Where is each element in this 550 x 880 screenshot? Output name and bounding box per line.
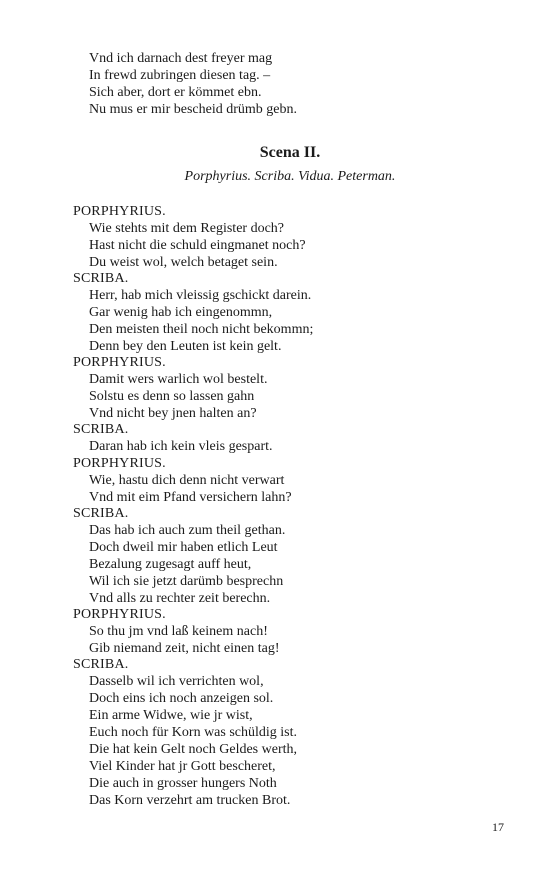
verse-line: Die auch in grosser hungers Noth <box>89 776 277 791</box>
speaker-name: SCRIBA. <box>73 422 129 437</box>
verse-line: Vnd nicht bey jnen halten an? <box>89 406 257 421</box>
verse-line: Herr, hab mich vleissig gschickt darein. <box>89 288 312 303</box>
verse-line: Vnd mit eim Pfand versichern lahn? <box>89 490 292 505</box>
verse-line: Euch noch für Korn was schüldig ist. <box>89 725 298 740</box>
verse-line: Gar wenig hab ich eingenommn, <box>89 305 273 320</box>
verse-line: Vnd ich darnach dest freyer mag <box>89 51 273 66</box>
verse-line: Sich aber, dort er kömmet ebn. <box>89 85 262 100</box>
verse-line: Wie, hastu dich denn nicht verwart <box>89 473 285 488</box>
scene-title: Scena II. <box>259 144 321 161</box>
verse-line: Dasselb wil ich verrichten wol, <box>89 674 264 689</box>
verse-line: Die hat kein Gelt noch Geldes werth, <box>89 742 297 757</box>
verse-line: Wie stehts mit dem Register doch? <box>89 221 285 236</box>
verse-line: Wil ich sie jetzt darümb besprechn <box>89 574 284 589</box>
verse-line: Vnd alls zu rechter zeit berechn. <box>89 591 271 606</box>
verse-line: Solstu es denn so lassen gahn <box>89 389 255 404</box>
verse-line: So thu jm vnd laß keinem nach! <box>89 624 268 639</box>
verse-line: Ein arme Widwe, wie jr wist, <box>89 708 253 723</box>
verse-line: Hast nicht die schuld eingmanet noch? <box>89 238 306 253</box>
verse-line: Du weist wol, welch betaget sein. <box>89 255 278 270</box>
verse-line: Bezalung zugesagt auff heut, <box>89 557 252 572</box>
speaker-name: SCRIBA. <box>73 506 129 521</box>
page-number: 17 <box>492 820 504 834</box>
scene-persons: Porphyrius. Scriba. Vidua. Peterman. <box>184 169 396 184</box>
verse-line: Denn bey den Leuten ist kein gelt. <box>89 339 282 354</box>
speaker-name: PORPHYRIUS. <box>73 204 166 219</box>
speaker-name: PORPHYRIUS. <box>73 456 166 471</box>
verse-line: Doch eins ich noch anzeigen sol. <box>89 691 274 706</box>
verse-line: Nu mus er mir bescheid drümb gebn. <box>89 102 298 117</box>
speaker-name: PORPHYRIUS. <box>73 607 166 622</box>
verse-line: Das hab ich auch zum theil gethan. <box>89 523 286 538</box>
verse-line: Den meisten theil noch nicht bekommn; <box>89 322 314 337</box>
speaker-name: PORPHYRIUS. <box>73 355 166 370</box>
verse-line: Viel Kinder hat jr Gott bescheret, <box>89 759 276 774</box>
verse-line: Daran hab ich kein vleis gespart. <box>89 439 273 454</box>
speaker-name: SCRIBA. <box>73 271 129 286</box>
verse-line: Das Korn verzehrt am trucken Brot. <box>89 793 291 808</box>
verse-line: In frewd zubringen diesen tag. – <box>89 68 271 83</box>
verse-line: Gib niemand zeit, nicht einen tag! <box>89 641 280 656</box>
speaker-name: SCRIBA. <box>73 657 129 672</box>
verse-line: Doch dweil mir haben etlich Leut <box>89 540 278 555</box>
verse-line: Damit wers warlich wol bestelt. <box>89 372 268 387</box>
